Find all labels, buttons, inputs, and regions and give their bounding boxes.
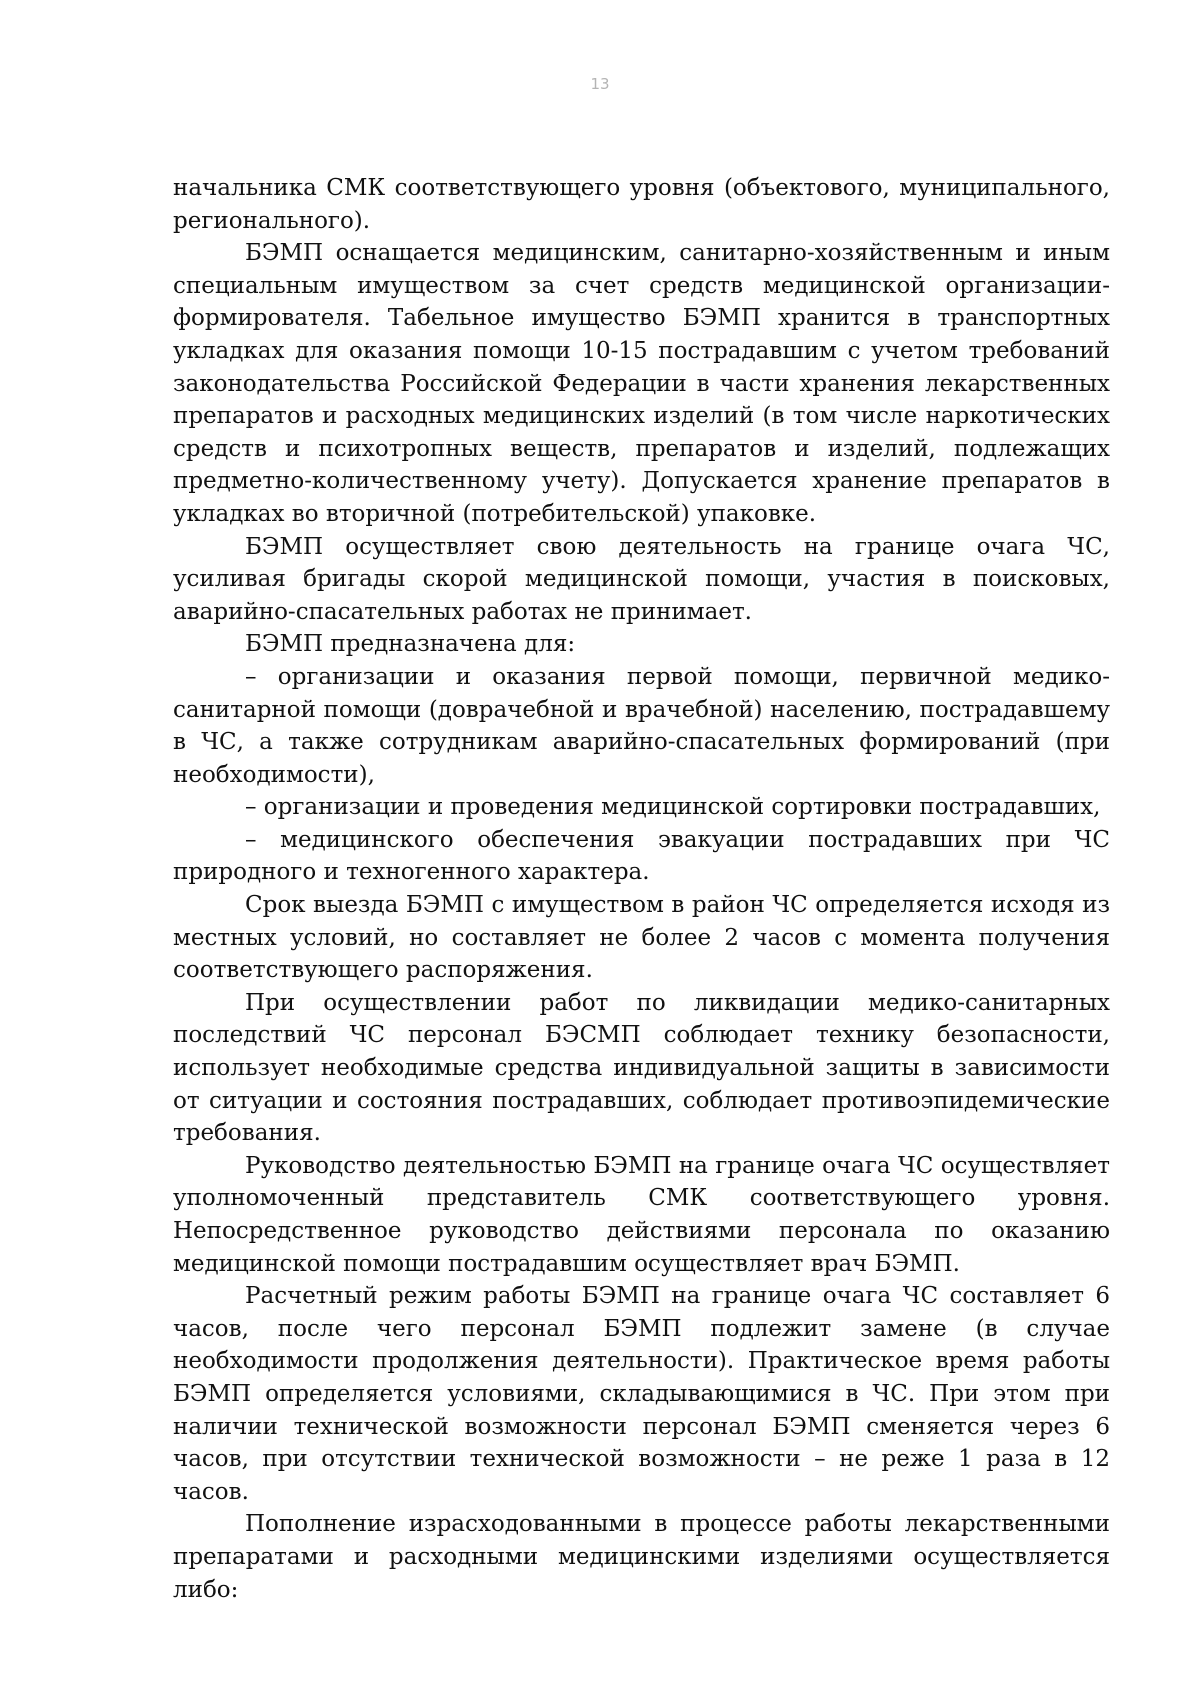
list-item-triage: – организации и проведения медицинской сортировки пострадавших, — [245, 794, 1101, 821]
paragraph-activity: БЭМП осуществляет свою деятельность на границе очага ЧС, усиливая бригады скорой медицинской помощи, участия в поисковых, аварийно-спасательных работах не принимает. — [173, 533, 1110, 625]
paragraph-equipment: БЭМП оснащается медицинским, санитарно-хозяйственным и иным специальным имуществом за счет средств медицинской организации-формирователя. Табельное имущество БЭМП хранится в транспортных укладках для оказания помощи 10-15 пострадавшим с учетом требований законодательства Российской Федерации в части хранения лекарственных препаратов и расходных медицинских изделий (в том числе наркотических средств и психотропных веществ, препаратов и изделий, подлежащих предметно-количественному учету). Допускается хранение препаратов в укладках во вторичной (потребительской) упаковке. — [173, 240, 1110, 527]
list-item-evacuation: – медицинского обеспечения эвакуации пострадавших при ЧС природного и техногенного характера. — [173, 826, 1110, 886]
paragraph-purpose-intro: БЭМП предназначена для: — [245, 631, 576, 658]
paragraph-replenishment: Пополнение израсходованными в процессе работы лекарственными препаратами и расходными медицинскими изделиями осуществляется либо: — [173, 1511, 1110, 1603]
document-body — [173, 172, 1110, 1606]
paragraph-safety: При осуществлении работ по ликвидации медико-санитарных последствий ЧС персонал БЭСМП соблюдает технику безопасности, использует необходимые средства индивидуальной защиты в зависимости от ситуации и состояния пострадавших, соблюдает противоэпидемические требования. — [173, 989, 1110, 1147]
paragraph-management: Руководство деятельностью БЭМП на границе очага ЧС осуществляет уполномоченный представитель СМК соответствующего уровня. Непосредственное руководство действиями персонала по оказанию медицинской помощи пострадавшим осуществляет врач БЭМП. — [173, 1152, 1110, 1277]
paragraph-continuation: начальника СМК соответствующего уровня (объектового, муниципального, регионального). — [173, 175, 1110, 234]
page-number: 13 — [590, 75, 610, 93]
paragraph-departure-time: Срок выезда БЭМП с имуществом в район ЧС определяется исходя из местных условий, но составляет не более 2 часов с момента получения соответствующего распоряжения. — [173, 892, 1110, 984]
list-item-first-aid: – организации и оказания первой помощи, первичной медико-санитарной помощи (доврачебной и врачебной) населению, пострадавшему в ЧС, а также сотрудникам аварийно-спасательных формирований (при необходимости), — [173, 663, 1110, 788]
paragraph-work-schedule: Расчетный режим работы БЭМП на границе очага ЧС составляет 6 часов, после чего персонал БЭМП подлежит замене (в случае необходимости продолжения деятельности). Практическое время работы БЭМП определяется условиями, складывающимися в ЧС. При этом при наличии технической возможности персонал БЭМП сменяется через 6 часов, при отсутствии технической возможности – не реже 1 раза в 12 часов. — [173, 1283, 1110, 1505]
